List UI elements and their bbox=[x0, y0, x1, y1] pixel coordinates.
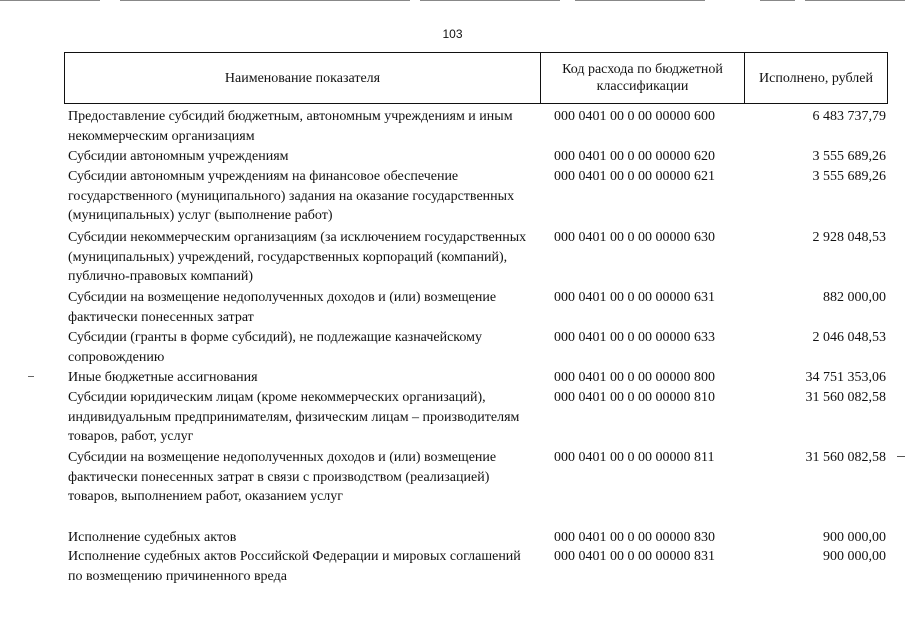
row-code: 000 0401 00 0 00 00000 630 bbox=[554, 230, 715, 245]
row-amount: 2 046 048,53 bbox=[812, 330, 886, 345]
row-code: 000 0401 00 0 00 00000 810 bbox=[554, 390, 715, 405]
row-name: Субсидии (гранты в форме субсидий), не подлежащие казначейскому сопровождению bbox=[68, 330, 482, 365]
row-code: 000 0401 00 0 00 00000 620 bbox=[554, 149, 715, 164]
row-name: Субсидии автономным учреждениям на финансовое обеспечение государственного (муниципального) задания на оказание государственных (муниципальных) услуг (выполнение работ) bbox=[68, 169, 515, 223]
row-name: Исполнение судебных актов Российской Федерации и мировых соглашений по возмещению причиненного вреда bbox=[68, 549, 521, 584]
row-amount: 900 000,00 bbox=[823, 549, 886, 564]
row-amount: 882 000,00 bbox=[823, 290, 886, 305]
row-name: Иные бюджетные ассигнования bbox=[68, 370, 258, 385]
row-code: 000 0401 00 0 00 00000 621 bbox=[554, 169, 715, 184]
row-amount: 34 751 353,06 bbox=[805, 370, 886, 385]
header-code-column: Код расхода по бюджетной классификации bbox=[541, 53, 745, 103]
margin-mark bbox=[897, 456, 905, 457]
table-header bbox=[64, 52, 888, 104]
row-code: 000 0401 00 0 00 00000 600 bbox=[554, 109, 715, 124]
row-name: Предоставление субсидий бюджетным, автономным учреждениям и иным некоммерческим организациям bbox=[68, 109, 513, 144]
row-amount: 3 555 689,26 bbox=[812, 149, 886, 164]
row-amount: 31 560 082,58 bbox=[805, 390, 886, 405]
row-code: 000 0401 00 0 00 00000 811 bbox=[554, 450, 715, 465]
row-code: 000 0401 00 0 00 00000 830 bbox=[554, 530, 715, 545]
header-amount-column: Исполнено, рублей bbox=[759, 70, 873, 86]
row-amount: 2 928 048,53 bbox=[812, 230, 886, 245]
row-code: 000 0401 00 0 00 00000 800 bbox=[554, 370, 715, 385]
margin-mark bbox=[28, 376, 34, 377]
page-number: 103 bbox=[442, 27, 463, 41]
row-code: 000 0401 00 0 00 00000 831 bbox=[554, 549, 715, 564]
row-amount: 31 560 082,58 bbox=[805, 450, 886, 465]
row-amount: 6 483 737,79 bbox=[812, 109, 886, 124]
row-amount: 900 000,00 bbox=[823, 530, 886, 545]
row-code: 000 0401 00 0 00 00000 631 bbox=[554, 290, 715, 305]
row-amount: 3 555 689,26 bbox=[812, 169, 886, 184]
row-name: Исполнение судебных актов bbox=[68, 530, 237, 545]
row-name: Субсидии на возмещение недополученных доходов и (или) возмещение фактически понесенных затрат в связи с производством (реализацией) товаров, выполнением работ, оказанием услуг bbox=[68, 450, 497, 504]
row-code: 000 0401 00 0 00 00000 633 bbox=[554, 330, 715, 345]
row-name: Субсидии некоммерческим организациям (за исключением государственных (муниципальных) учреждений, государственных корпораций (компаний), публично-правовых компаний) bbox=[68, 230, 527, 284]
header-name-column: Наименование показателя bbox=[65, 53, 541, 103]
row-name: Субсидии юридическим лицам (кроме некоммерческих организаций), индивидуальным предпринимателям, физическим лицам – производителям товаров, работ, услуг bbox=[68, 390, 520, 444]
row-name: Субсидии автономным учреждениям bbox=[68, 149, 289, 164]
row-name: Субсидии на возмещение недополученных доходов и (или) возмещение фактически понесенных затрат bbox=[68, 290, 497, 325]
